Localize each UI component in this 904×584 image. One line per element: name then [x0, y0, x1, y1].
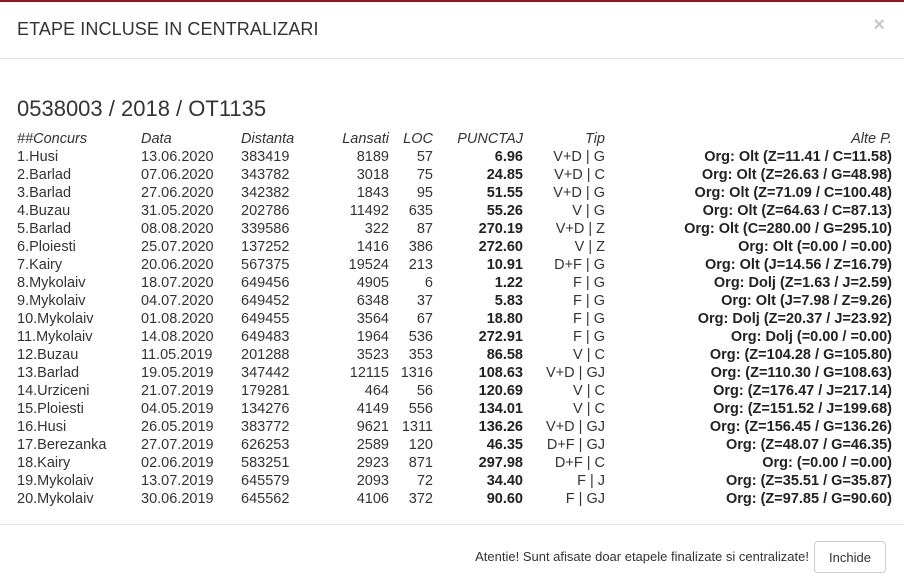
cell-loc: 87 — [416, 221, 433, 237]
cell-distanta: 134276 — [241, 401, 290, 417]
cell-distanta: 339586 — [241, 221, 290, 237]
cell-data: 27.07.2019 — [141, 437, 214, 453]
cell-concurs: 1.Husi — [17, 149, 59, 165]
table-row — [17, 490, 892, 508]
cell-alte: Org: Olt (Z=71.09 / C=100.48) — [694, 185, 892, 201]
cell-distanta: 626253 — [241, 437, 290, 453]
header-alte: Alte P. — [851, 131, 892, 147]
modal-title: ETAPE INCLUSE IN CENTRALIZARI — [17, 19, 319, 39]
cell-distanta: 649483 — [241, 329, 290, 345]
cell-concurs: 18.Kairy — [17, 455, 71, 471]
cell-data: 18.07.2020 — [141, 275, 214, 291]
cell-data: 25.07.2020 — [141, 239, 214, 255]
cell-concurs: 8.Mykolaiv — [17, 275, 86, 291]
cell-punctaj: 46.35 — [486, 437, 523, 453]
cell-alte: Org: Olt (J=7.98 / Z=9.26) — [721, 293, 892, 309]
cell-distanta: 137252 — [241, 239, 290, 255]
cell-data: 26.05.2019 — [141, 419, 214, 435]
cell-concurs: 11.Mykolaiv — [17, 329, 93, 345]
cell-data: 13.07.2019 — [141, 473, 214, 489]
results-table — [17, 130, 892, 508]
cell-loc: 213 — [408, 257, 433, 273]
cell-tip: F | GJ — [565, 491, 605, 507]
cell-alte: Org: Olt (C=280.00 / G=295.10) — [684, 221, 892, 237]
cell-tip: F | G — [573, 275, 605, 291]
cell-tip: V+D | GJ — [546, 419, 605, 435]
cell-tip: F | G — [573, 293, 605, 309]
cell-lansati: 4106 — [356, 491, 389, 507]
table-row — [17, 148, 892, 166]
cell-distanta: 649452 — [241, 293, 290, 309]
cell-loc: 37 — [416, 293, 433, 309]
cell-tip: V | Z — [574, 239, 605, 255]
cell-punctaj: 272.91 — [478, 329, 523, 345]
cell-distanta: 649455 — [241, 311, 290, 327]
cell-loc: 353 — [408, 347, 433, 363]
table-row — [17, 202, 892, 220]
table-row — [17, 400, 892, 418]
cell-punctaj: 5.83 — [494, 293, 523, 309]
cell-lansati: 3523 — [356, 347, 389, 363]
table-row — [17, 418, 892, 436]
cell-lansati: 3018 — [356, 167, 389, 183]
cell-loc: 57 — [416, 149, 433, 165]
cell-loc: 95 — [416, 185, 433, 201]
cell-lansati: 1843 — [356, 185, 389, 201]
cell-loc: 67 — [416, 311, 433, 327]
cell-concurs: 20.Mykolaiv — [17, 491, 94, 507]
close-button[interactable]: Inchide — [814, 541, 886, 573]
cell-alte: Org: (=0.00 / =0.00) — [762, 455, 892, 471]
cell-loc: 871 — [408, 455, 433, 471]
table-row — [17, 184, 892, 202]
cell-data: 07.06.2020 — [141, 167, 214, 183]
cell-lansati: 464 — [364, 383, 389, 399]
cell-data: 31.05.2020 — [141, 203, 214, 219]
table-row — [17, 238, 892, 256]
cell-concurs: 12.Buzau — [17, 347, 79, 363]
footer-warning: Atentie! Sunt afisate doar etapele finalizate si centralizate! — [475, 549, 809, 564]
cell-distanta: 645579 — [241, 473, 290, 489]
cell-distanta: 583251 — [241, 455, 290, 471]
cell-lansati: 2923 — [356, 455, 389, 471]
close-icon[interactable]: × — [873, 14, 885, 36]
table-row — [17, 310, 892, 328]
table-row — [17, 382, 892, 400]
table-body — [17, 148, 892, 508]
cell-tip: V+D | G — [553, 185, 605, 201]
cell-loc: 1311 — [401, 419, 433, 435]
cell-data: 11.05.2019 — [141, 347, 213, 363]
cell-tip: V | G — [572, 203, 605, 219]
table-row — [17, 292, 892, 310]
header-loc: LOC — [403, 131, 433, 147]
cell-concurs: 16.Husi — [17, 419, 67, 435]
cell-concurs: 3.Barlad — [17, 185, 72, 201]
cell-loc: 635 — [408, 203, 433, 219]
cell-alte: Org: (Z=110.30 / G=108.63) — [710, 365, 892, 381]
table-row — [17, 364, 892, 382]
cell-punctaj: 90.60 — [486, 491, 523, 507]
cell-tip: V | C — [573, 383, 605, 399]
cell-data: 19.05.2019 — [141, 365, 214, 381]
cell-tip: V+D | G — [553, 149, 605, 165]
cell-lansati: 12115 — [349, 365, 389, 381]
cell-distanta: 383419 — [241, 149, 290, 165]
cell-loc: 372 — [408, 491, 433, 507]
cell-punctaj: 86.58 — [486, 347, 523, 363]
cell-lansati: 3564 — [356, 311, 389, 327]
cell-distanta: 202786 — [241, 203, 290, 219]
cell-punctaj: 136.26 — [478, 419, 523, 435]
cell-concurs: 17.Berezanka — [17, 437, 107, 453]
modal-header — [0, 2, 904, 59]
cell-punctaj: 272.60 — [478, 239, 523, 255]
cell-loc: 72 — [416, 473, 433, 489]
cell-alte: Org: (Z=104.28 / G=105.80) — [709, 347, 892, 363]
cell-distanta: 383772 — [241, 419, 290, 435]
cell-loc: 1316 — [400, 365, 433, 381]
cell-alte: Org: (Z=176.47 / J=217.14) — [713, 383, 892, 399]
cell-punctaj: 297.98 — [478, 455, 523, 471]
cell-lansati: 1964 — [356, 329, 389, 345]
cell-distanta: 567375 — [241, 257, 290, 273]
table-row — [17, 220, 892, 238]
cell-lansati: 4149 — [356, 401, 389, 417]
cell-loc: 75 — [416, 167, 433, 183]
cell-concurs: 6.Ploiesti — [17, 239, 76, 255]
cell-loc: 386 — [408, 239, 433, 255]
cell-punctaj: 55.26 — [486, 203, 523, 219]
cell-concurs: 14.Urziceni — [17, 383, 90, 399]
cell-distanta: 179281 — [241, 383, 290, 399]
cell-lansati: 8189 — [356, 149, 389, 165]
cell-tip: D+F | C — [554, 455, 605, 471]
cell-punctaj: 34.40 — [486, 473, 523, 489]
cell-alte: Org: (Z=151.52 / J=199.68) — [713, 401, 892, 417]
cell-loc: 6 — [424, 275, 433, 291]
cell-loc: 56 — [416, 383, 433, 399]
cell-alte: Org: Olt (J=14.56 / Z=16.79) — [705, 257, 892, 273]
cell-lansati: 1416 — [356, 239, 389, 255]
modal-footer — [0, 524, 904, 584]
cell-punctaj: 51.55 — [486, 185, 523, 201]
cell-data: 02.06.2019 — [141, 455, 214, 471]
cell-concurs: 10.Mykolaiv — [17, 311, 94, 327]
cell-data: 04.05.2019 — [141, 401, 214, 417]
table-row — [17, 256, 892, 274]
cell-punctaj: 10.91 — [486, 257, 523, 273]
header-distanta: Distanta — [241, 131, 295, 147]
cell-alte: Org: (Z=35.51 / G=35.87) — [725, 473, 892, 489]
cell-loc: 536 — [408, 329, 433, 345]
cell-loc: 120 — [408, 437, 433, 453]
cell-lansati: 19524 — [348, 257, 389, 273]
cell-data: 21.07.2019 — [141, 383, 214, 399]
cell-concurs: 19.Mykolaiv — [17, 473, 94, 489]
cell-tip: D+F | GJ — [546, 437, 605, 453]
cell-tip: V+D | C — [554, 167, 605, 183]
pigeon-id-heading: 0538003 / 2018 / OT1135 — [17, 96, 267, 121]
cell-alte: Org: Dolj (Z=1.63 / J=2.59) — [713, 275, 892, 291]
header-punctaj: PUNCTAJ — [457, 131, 523, 147]
cell-data: 14.08.2020 — [141, 329, 214, 345]
table-row — [17, 472, 892, 490]
table-row — [17, 436, 892, 454]
table-row — [17, 166, 892, 184]
cell-data: 13.06.2020 — [141, 149, 214, 165]
cell-lansati: 2093 — [356, 473, 389, 489]
table-header-row — [17, 130, 892, 148]
cell-data: 20.06.2020 — [141, 257, 214, 273]
cell-loc: 556 — [408, 401, 433, 417]
cell-tip: V+D | Z — [555, 221, 605, 237]
table-row — [17, 328, 892, 346]
cell-tip: V | C — [573, 401, 605, 417]
cell-tip: V | C — [573, 347, 605, 363]
cell-lansati: 322 — [364, 221, 389, 237]
header-lansati: Lansati — [342, 131, 389, 147]
cell-tip: D+F | G — [554, 257, 605, 273]
cell-lansati: 6348 — [356, 293, 389, 309]
cell-punctaj: 120.69 — [478, 383, 523, 399]
cell-alte: Org: Olt (Z=11.41 / C=11.58) — [704, 149, 892, 165]
cell-punctaj: 24.85 — [486, 167, 523, 183]
cell-concurs: 13.Barlad — [17, 365, 80, 381]
cell-tip: V+D | GJ — [546, 365, 605, 381]
cell-distanta: 645562 — [241, 491, 290, 507]
cell-distanta: 649456 — [241, 275, 290, 291]
cell-distanta: 347442 — [241, 365, 290, 381]
table-row — [17, 454, 892, 472]
cell-concurs: 2.Barlad — [17, 167, 72, 183]
header-data: Data — [141, 131, 172, 147]
cell-alte: Org: (Z=156.45 / G=136.26) — [709, 419, 892, 435]
cell-concurs: 9.Mykolaiv — [17, 293, 86, 309]
cell-concurs: 7.Kairy — [17, 257, 63, 273]
cell-concurs: 4.Buzau — [17, 203, 71, 219]
cell-punctaj: 6.96 — [494, 149, 523, 165]
cell-lansati: 9621 — [356, 419, 389, 435]
cell-lansati: 2589 — [356, 437, 389, 453]
cell-punctaj: 18.80 — [486, 311, 523, 327]
cell-lansati: 11492 — [349, 203, 389, 219]
cell-tip: F | G — [573, 311, 605, 327]
cell-data: 30.06.2019 — [141, 491, 214, 507]
header-concurs: ##Concurs — [17, 131, 88, 147]
cell-tip: F | G — [573, 329, 605, 345]
cell-lansati: 4905 — [356, 275, 389, 291]
table-row — [17, 274, 892, 292]
cell-data: 04.07.2020 — [141, 293, 214, 309]
cell-alte: Org: (Z=48.07 / G=46.35) — [725, 437, 892, 453]
cell-alte: Org: Dolj (Z=20.37 / J=23.92) — [697, 311, 892, 327]
header-tip: Tip — [584, 131, 605, 147]
cell-alte: Org: Olt (Z=64.63 / C=87.13) — [702, 203, 892, 219]
cell-distanta: 342382 — [241, 185, 290, 201]
cell-alte: Org: (Z=97.85 / G=90.60) — [725, 491, 892, 507]
cell-punctaj: 108.63 — [478, 365, 523, 381]
cell-alte: Org: Olt (=0.00 / =0.00) — [738, 239, 892, 255]
cell-distanta: 343782 — [241, 167, 290, 183]
cell-concurs: 15.Ploiesti — [17, 401, 84, 417]
cell-alte: Org: Dolj (=0.00 / =0.00) — [730, 329, 892, 345]
cell-punctaj: 1.22 — [494, 275, 523, 291]
cell-punctaj: 134.01 — [478, 401, 523, 417]
cell-alte: Org: Olt (Z=26.63 / G=48.98) — [701, 167, 892, 183]
cell-data: 08.08.2020 — [141, 221, 214, 237]
cell-data: 27.06.2020 — [141, 185, 214, 201]
cell-punctaj: 270.19 — [478, 221, 523, 237]
cell-concurs: 5.Barlad — [17, 221, 72, 237]
cell-tip: F | J — [577, 473, 605, 489]
table-row — [17, 346, 892, 364]
cell-distanta: 201288 — [241, 347, 290, 363]
cell-data: 01.08.2020 — [141, 311, 214, 327]
